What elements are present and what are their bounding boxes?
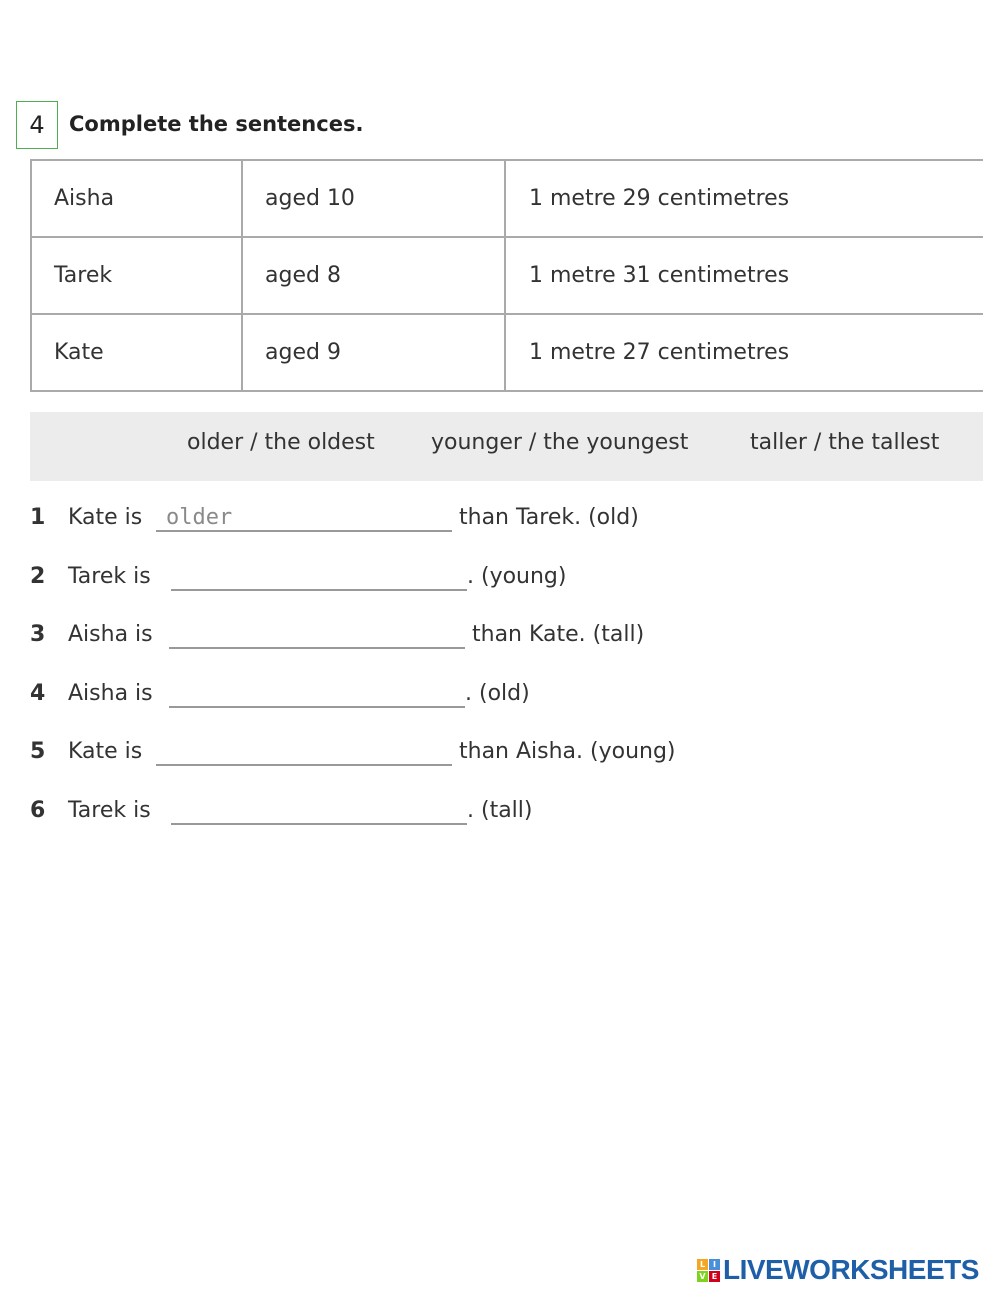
sentence-tail: than Tarek. (old) <box>459 505 639 530</box>
table-cell-age: aged 8 <box>242 237 505 314</box>
exercise-number-badge: 4 <box>16 101 58 149</box>
sentence-stem: Kate is <box>68 505 143 530</box>
sentence-tail: than Kate. (tall) <box>472 622 645 647</box>
sentence-tail: than Aisha. (young) <box>459 739 676 764</box>
logo-tile: I <box>709 1259 720 1270</box>
word-option: older / the oldest <box>187 430 375 455</box>
logo-tile: E <box>709 1271 720 1282</box>
sentence-tail: . (young) <box>467 564 567 589</box>
liveworksheets-brand <box>697 1254 997 1288</box>
brand-name: LIVEWORKSHEETS <box>723 1254 979 1285</box>
table-cell-name: Tarek <box>31 237 242 314</box>
logo-tile: L <box>697 1259 708 1270</box>
word-box <box>30 412 983 481</box>
logo-tile: V <box>697 1271 708 1282</box>
sentence-stem: Aisha is <box>68 681 153 706</box>
answer-blank[interactable] <box>169 622 465 649</box>
children-info-table <box>30 159 983 392</box>
answer-blank[interactable] <box>156 739 452 766</box>
sentence-number: 2 <box>30 564 46 589</box>
sentence-number: 3 <box>30 622 46 647</box>
answer-blank[interactable] <box>171 564 467 591</box>
liveworksheets-logo-icon <box>697 1259 721 1283</box>
sentence-number: 4 <box>30 681 46 706</box>
table-cell-name: Aisha <box>31 160 242 237</box>
word-option: taller / the tallest <box>750 430 940 455</box>
sentence-stem: Aisha is <box>68 622 153 647</box>
answer-blank[interactable] <box>156 505 452 532</box>
table-cell-height: 1 metre 31 centimetres <box>505 237 983 314</box>
table-cell-age: aged 9 <box>242 314 505 391</box>
sentence-tail: . (old) <box>465 681 530 706</box>
answer-blank[interactable] <box>171 798 467 825</box>
sentence-number: 6 <box>30 798 46 823</box>
table-cell-age: aged 10 <box>242 160 505 237</box>
table-row <box>31 237 983 314</box>
exercise-title: Complete the sentences. <box>69 112 364 136</box>
answer-blank[interactable] <box>169 681 465 708</box>
sentence-stem: Kate is <box>68 739 143 764</box>
table-row <box>31 314 983 391</box>
table-row <box>31 160 983 237</box>
answer-text: older <box>166 505 233 530</box>
sentence-stem: Tarek is <box>68 564 151 589</box>
table-cell-height: 1 metre 27 centimetres <box>505 314 983 391</box>
word-option: younger / the youngest <box>431 430 689 455</box>
table-cell-height: 1 metre 29 centimetres <box>505 160 983 237</box>
sentence-number: 1 <box>30 505 46 530</box>
sentence-tail: . (tall) <box>467 798 533 823</box>
table-cell-name: Kate <box>31 314 242 391</box>
sentence-stem: Tarek is <box>68 798 151 823</box>
sentence-number: 5 <box>30 739 46 764</box>
